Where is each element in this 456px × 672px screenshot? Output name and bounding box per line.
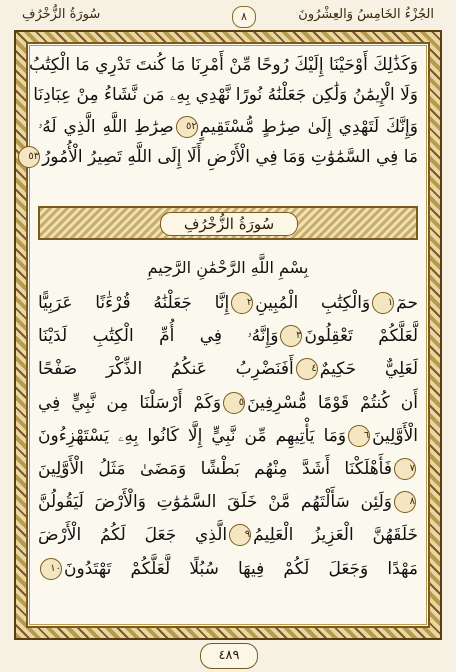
verse-text: مَهْدًا وَجَعَلَ لَكُمْ فِيهَا سُبُلًا لَّعَلَّكُمْ تَهْتَدُونَ	[64, 558, 418, 579]
ayah-marker: ١	[372, 292, 394, 314]
verse-text: أَفَنَضْرِبُ عَنكُمُ الذِّكْرَ صَفْحًا	[38, 359, 294, 380]
ayah-marker: ٥	[223, 392, 245, 414]
verse-text: لَعَلِيٌّ حَكِيمٌ	[319, 359, 418, 380]
verse-line: وَإِنَّكَ لَتَهْدِي إِلَىٰ صِرَٰطٍ مُّسْتَقِيمٍ٥٢صِرَٰطِ اللَّهِ الَّذِي لَهُۥ	[38, 117, 418, 137]
ayah-marker: ٤	[296, 358, 318, 380]
verse-line	[38, 454, 418, 484]
verse-text: لَّعَلَّكُمْ تَعْقِلُونَ	[304, 326, 418, 347]
verse-text: الْأَوَّلِينَ	[372, 425, 418, 446]
verse-line	[38, 554, 418, 584]
page-marker: ٨	[232, 6, 256, 28]
verse-line	[38, 388, 418, 418]
verse-text: وَمَا يَأْتِيهِم مِّن نَّبِيٍّ إِلَّا كَانُوا بِهِۦ يَسْتَهْزِءُونَ	[38, 425, 347, 446]
ayah-marker: ٥٣	[18, 146, 40, 168]
ayah-marker: ٧	[394, 458, 416, 480]
verse-text: حمٓ	[396, 293, 418, 313]
ayah-marker: ٥٢	[176, 116, 198, 138]
verse-text: وَالْكِتَٰبِ الْمُبِينِ	[255, 293, 371, 313]
verse-text: وَلَئِن سَأَلْتَهُم مَّنْ خَلَقَ السَّمَٰوَٰتِ وَالْأَرْضَ لَيَقُولُنَّ	[38, 492, 392, 513]
verse-line	[38, 520, 418, 550]
surah-banner	[38, 206, 418, 240]
verse-line	[38, 288, 418, 318]
verse-line: وَكَذَٰلِكَ أَوْحَيْنَا إِلَيْكَ رُوحًا مِّنْ أَمْرِنَا مَا كُنتَ تَدْرِي مَا الْكِتَٰبُ	[28, 55, 418, 75]
verse-text: أَن كُنتُمْ قَوْمًا مُّسْرِفِينَ	[247, 392, 418, 413]
surah-label: سُورَةُ الزُّخْرُفِ	[22, 7, 101, 22]
verse-text: وَإِنَّهُۥ فِي أُمِّ الْكِتَٰبِ لَدَيْنَا	[38, 326, 279, 347]
verse-line	[38, 354, 418, 384]
verse-line: وَلَا الْإِيمَٰنُ وَلَٰكِن جَعَلْنَٰهُ نُورًا نَّهْدِي بِهِۦ مَن نَّشَاءُ مِنْ عِبَادِنَا	[33, 85, 418, 105]
ayah-marker: ٨	[394, 491, 416, 513]
ayah-marker: ٢	[231, 292, 253, 314]
verse-line	[38, 421, 418, 451]
verse-line	[38, 487, 418, 517]
verse-text: إِنَّا جَعَلْنَٰهُ قُرْءَٰنًا عَرَبِيًّا	[38, 293, 230, 313]
ayah-marker: ١٠	[40, 558, 62, 580]
surah-title: سُورَةُ الزُّخْرُفِ	[160, 212, 298, 236]
verse-text: فَأَهْلَكْنَا أَشَدَّ مِنْهُم بَطْشًا وَمَضَىٰ مَثَلُ الْأَوَّلِينَ	[38, 459, 392, 479]
basmala: بِسْمِ اللَّهِ الرَّحْمَٰنِ الرَّحِيمِ	[147, 258, 309, 277]
verse-line	[38, 321, 418, 351]
juz-label: الجُزْءُ الخَامِسُ وَالعِشْرُونَ	[298, 7, 434, 22]
ayah-marker: ٣	[280, 325, 302, 347]
verse-text: الَّذِي جَعَلَ لَكُمُ الْأَرْضَ	[38, 525, 228, 546]
verse-text: خَلَقَهُنَّ الْعَزِيزُ الْعَلِيمُ	[253, 525, 418, 546]
page-header	[14, 4, 442, 30]
verse-line: مَا فِي السَّمَٰوَٰتِ وَمَا فِي الْأَرْضِ أَلَا إِلَى اللَّهِ تَصِيرُ الْأُمُورُ٥٣	[38, 142, 418, 172]
ayah-marker: ٦	[348, 425, 370, 447]
ayah-marker: ٩	[229, 524, 251, 546]
page-number: ٤٨٩	[200, 643, 258, 669]
verse-text: وَكَمْ أَرْسَلْنَا مِن نَّبِيٍّ فِي	[38, 392, 222, 413]
